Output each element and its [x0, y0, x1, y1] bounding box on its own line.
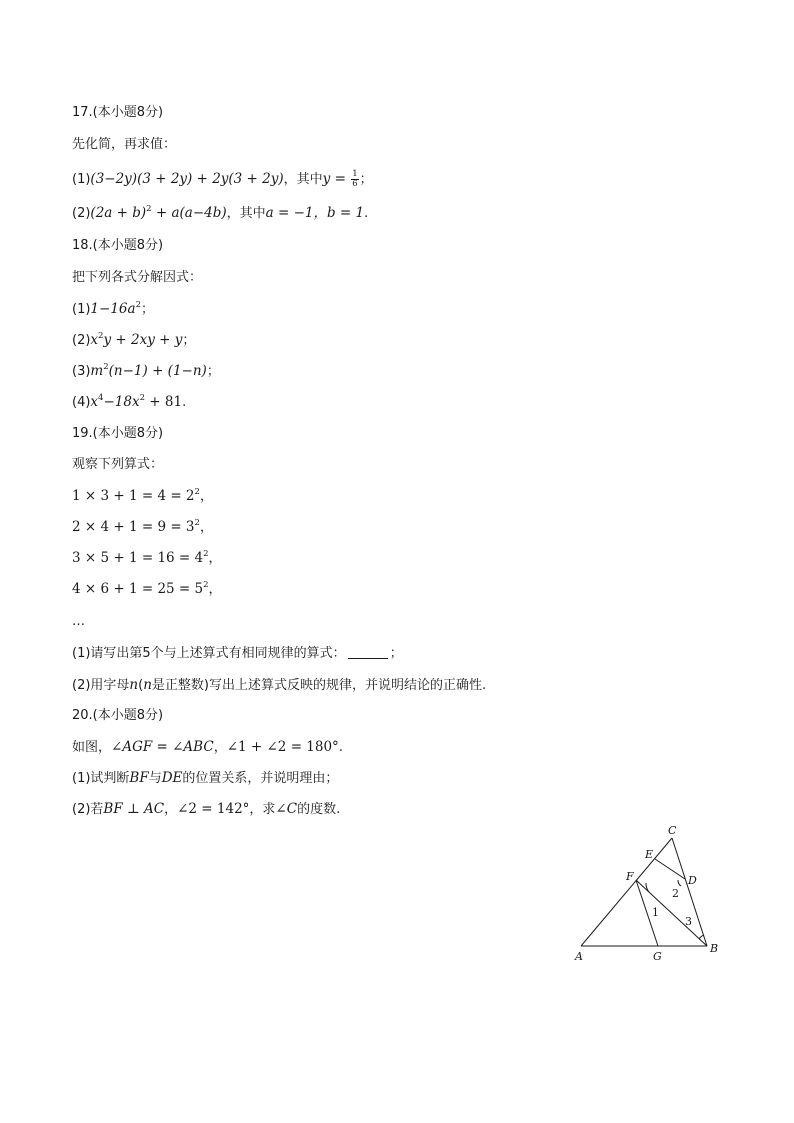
equation-end: ， [199, 520, 213, 535]
q19-p2-b: ( [138, 678, 144, 693]
q17-intro: 先化简，再求值： [72, 137, 177, 152]
label-E: E [645, 848, 654, 861]
geometry-figure [568, 822, 728, 966]
equation-end: ， [199, 489, 213, 504]
item-end: ； [206, 364, 220, 379]
angle-2-arc [678, 880, 681, 886]
q17-p1-eq: = [330, 171, 351, 187]
item-label: (4) [72, 395, 91, 410]
label-F: F [626, 870, 634, 883]
q19-equation-2 [72, 518, 213, 537]
item-expr: m [90, 363, 104, 379]
q17-p2-expr2: + a(a−4b) [151, 205, 227, 221]
q20-p1-b: 与 [148, 771, 162, 786]
q19-p1-text: (1)请写出第5个与上述算式有相同规律的算式： [72, 646, 346, 661]
fraction-numerator: 1 [352, 169, 358, 179]
item-exp: 4 [98, 393, 104, 403]
item-expr-rest: −18x [103, 394, 140, 410]
item-exp: 2 [103, 362, 109, 372]
label-A: A [575, 950, 583, 963]
q19-p2-var2: n [143, 677, 152, 693]
item-label: (1) [72, 302, 91, 317]
q20-p1-m2: DE [161, 770, 183, 786]
q17-p2-mid: ，其中 [226, 206, 266, 221]
equation-text: 2 × 4 + 1 = 9 = 3 [72, 519, 195, 535]
q20-intro-math2: ∠1 + ∠2 = 180° [226, 739, 339, 755]
q19-p2-var: n [129, 677, 139, 693]
q19-p1-end: ； [389, 646, 403, 661]
q20-p2-a: (2)若 [72, 802, 104, 817]
q20-intro-math: ∠AGF = ∠ABC [111, 739, 214, 755]
q20-intro [72, 738, 343, 757]
q17-p2-label: (2) [72, 206, 91, 221]
q17-p2-expr: (2a + b) [90, 205, 147, 221]
q19-ellipsis: … [72, 614, 85, 629]
q19-equation-1 [72, 487, 213, 506]
q20-p2-d: 的度数. [297, 802, 341, 817]
q20-p2-m2: ∠2 = 142° [177, 801, 250, 817]
q20-intro-c: . [338, 740, 343, 755]
q19-intro: 观察下列算式： [72, 457, 164, 472]
q18-title: 18.(本小题8分) [72, 238, 164, 253]
q19-equation-4 [72, 580, 222, 599]
q17-p1-expr: (3−2y)(3 + 2y) + 2y(3 + 2y) [90, 171, 284, 187]
q18-item-2 [72, 331, 195, 350]
equation-exp: 2 [194, 487, 200, 497]
item-expr-tail: + 81 [145, 394, 183, 410]
equation-text: 1 × 3 + 1 = 4 = 2 [72, 488, 195, 504]
q20-p1-a: (1)试判断 [72, 771, 130, 786]
equation-exp: 2 [203, 549, 209, 559]
q17-p2-end: . [364, 206, 369, 221]
item-exp: 2 [135, 300, 141, 310]
label-angle-2: 2 [672, 887, 679, 900]
q20-part1 [72, 769, 338, 788]
item-end: ； [140, 302, 154, 317]
q18-item-4 [72, 393, 186, 412]
item-exp2: 2 [139, 393, 145, 403]
q20-intro-a: 如图， [72, 740, 112, 755]
q17-title: 17.(本小题8分) [72, 105, 164, 120]
q17-p1-end: ； [359, 172, 373, 187]
item-end: . [182, 395, 187, 410]
q20-title: 20.(本小题8分) [72, 708, 164, 723]
q17-p2-exp: 2 [146, 204, 152, 214]
label-C: C [668, 824, 677, 837]
item-label: (3) [72, 364, 91, 379]
equation-text: 3 × 5 + 1 = 16 = 4 [72, 550, 204, 566]
q17-p1-mid: ，其中 [283, 172, 323, 187]
item-expr: x [90, 332, 99, 348]
equation-end: ， [208, 582, 222, 597]
q17-p1-label: (1) [72, 172, 91, 187]
q17-p1-var: y [322, 171, 331, 187]
q18-intro: 把下列各式分解因式： [72, 270, 203, 285]
equation-exp: 2 [203, 580, 209, 590]
item-exp: 2 [98, 331, 104, 341]
angle-1-arc [646, 883, 649, 892]
q20-intro-b: ， [213, 740, 227, 755]
q17-part1 [72, 170, 373, 189]
item-expr-rest: y + 2xy + y [103, 332, 183, 348]
equation-end: ， [208, 551, 222, 566]
q19-p2-a: (2)用字母 [72, 678, 130, 693]
q20-p2-m1: BF ⊥ AC [103, 801, 165, 817]
q18-item-1 [72, 300, 154, 319]
q19-equation-3 [72, 549, 222, 568]
q19-part1 [72, 645, 403, 663]
answer-blank[interactable] [348, 646, 388, 659]
item-expr: x [90, 394, 99, 410]
q20-p1-m1: BF [129, 770, 149, 786]
label-D: D [688, 874, 697, 887]
segment-AC [581, 838, 672, 946]
equation-text: 4 × 6 + 1 = 25 = 5 [72, 581, 204, 597]
segment-ED [655, 859, 685, 879]
q20-p2-c: ，求 [249, 802, 276, 817]
q17-part2 [72, 204, 368, 223]
q20-p2-b: ， [164, 802, 178, 817]
q19-title: 19.(本小题8分) [72, 426, 164, 441]
q19-part2 [72, 676, 486, 695]
q20-p1-c: 的位置关系，并说明理由； [182, 771, 339, 786]
q19-p2-c: 是正整数)写出上述算式反映的规律，并说明结论的正确性. [151, 678, 487, 693]
item-expr-rest: (n−1) + (1−n) [108, 363, 207, 379]
item-end: ； [182, 333, 196, 348]
q20-p2-m3: ∠C [275, 801, 298, 817]
label-angle-3: 3 [685, 915, 692, 928]
q20-part2 [72, 800, 340, 819]
label-angle-1: 1 [652, 906, 659, 919]
label-B: B [710, 942, 719, 955]
equation-exp: 2 [194, 518, 200, 528]
q17-p2-cond: a = −1，b = 1 [265, 205, 365, 221]
item-label: (2) [72, 333, 91, 348]
fraction-denominator: 6 [352, 179, 358, 189]
angle-3-arc [699, 935, 704, 939]
q17-p1-fraction [351, 170, 358, 189]
q18-item-3 [72, 362, 220, 381]
item-expr: 1−16a [90, 301, 136, 317]
label-G: G [653, 950, 662, 963]
